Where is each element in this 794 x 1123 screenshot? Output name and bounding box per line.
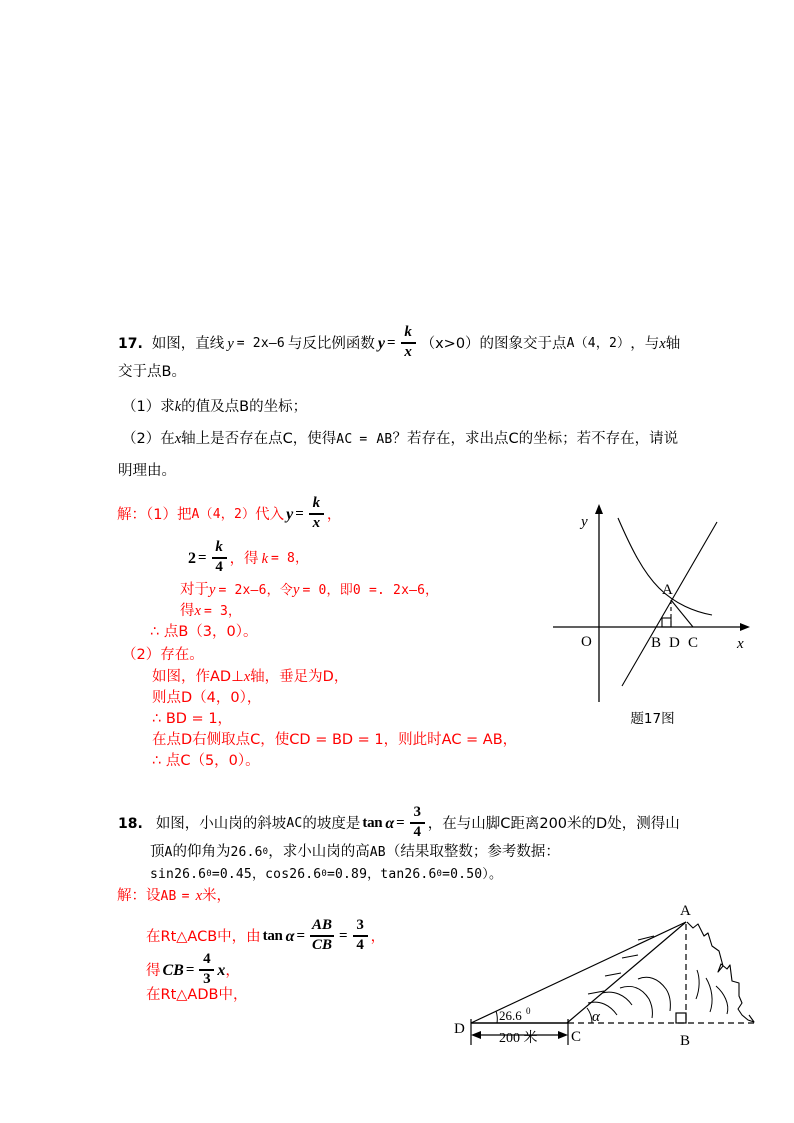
mountain-stroke-l1 xyxy=(638,977,670,1011)
q2-seg-ab: AB xyxy=(376,431,393,447)
q2-mid: 轴上是否存在点C，使得 xyxy=(181,431,337,447)
p18-seg-ab: AB xyxy=(369,844,386,860)
problem18-number: 18. xyxy=(118,815,143,832)
fraction-denominator: 4 xyxy=(215,558,223,575)
p18-fraction-3-over-4 xyxy=(410,805,425,841)
problem17-question-2-cont: 明理由。 xyxy=(118,463,176,479)
fraction-denominator: CB xyxy=(312,936,333,953)
problem18-figure xyxy=(442,893,782,1058)
p18-point-A: A xyxy=(164,844,173,860)
right-angle-mark xyxy=(662,618,671,627)
p18-sol-l2-a: 在Rt△ACB中，由 xyxy=(146,928,261,945)
problem17-var-y: y xyxy=(227,335,234,352)
sol-l7-a: 如图，作AD⊥ xyxy=(152,669,244,685)
p18-equals: = xyxy=(396,815,405,832)
problem17-point-a: A（4，2） xyxy=(566,336,631,352)
y-axis-arrow xyxy=(595,504,603,514)
p18-slope-ac: AC xyxy=(286,816,303,832)
mountain-stroke-r3 xyxy=(716,986,728,1014)
problem17-solution-line4 xyxy=(180,604,241,619)
p18-l2-b: 的仰角为 xyxy=(172,844,231,860)
q2-post: ？若存在，求出点C的坐标；若不存在，请说 xyxy=(392,431,679,447)
p18-sol-l3-end: ， xyxy=(225,962,240,979)
p18-fraction-ab-over-cb xyxy=(310,918,334,954)
problem17-stem-text-e: 轴 xyxy=(665,335,681,352)
problem17-solution-line9: ∴ BD = 1， xyxy=(152,711,233,727)
fraction-denominator: 4 xyxy=(413,823,421,840)
slope-tick-3 xyxy=(605,973,621,976)
right-angle-mark-b xyxy=(676,1013,686,1023)
p18-sol-fraction-3-over-4 xyxy=(353,918,368,954)
problem17-solution-line8: 则点D（4，0）， xyxy=(152,690,262,706)
p18-tan-degree: 0 xyxy=(436,869,443,879)
sol-fn-equals: = xyxy=(295,506,304,523)
mountain-stroke-l3 xyxy=(602,992,632,1005)
problem18-stem-line2 xyxy=(150,845,560,860)
problem17-solution-line11: ∴ 点C（5，0）。 xyxy=(152,753,260,769)
sol-l4-a: 得 xyxy=(180,603,195,619)
fraction-denominator: 4 xyxy=(356,936,364,953)
fraction-numerator: k xyxy=(404,324,412,340)
angle-arc-d xyxy=(496,1011,497,1023)
p18-sin-label: sin26.6 xyxy=(150,867,207,882)
sol-l2-end: = 8， xyxy=(271,551,309,567)
sol-l3-b: = 2x—6，令 xyxy=(218,582,293,598)
problem17-figure xyxy=(545,490,760,727)
sol-l3-y: y xyxy=(209,582,216,598)
problem18-solution-line4: 在Rt△ADB中， xyxy=(146,987,248,1003)
q2-seg-ac: AC xyxy=(336,431,353,447)
q2-equals: = xyxy=(359,431,368,447)
p18-tan-fn: tan xyxy=(362,815,383,832)
sol-l3-c: = 0，即0 =. 2x—6， xyxy=(302,582,439,598)
p18-sol-l3-a: 得 xyxy=(146,962,161,979)
p18-l1-a: 如图，小山岗的斜坡 xyxy=(155,815,287,832)
slope-tick-2 xyxy=(622,955,638,958)
problem17-linear-eq: = 2x—6 xyxy=(236,336,285,352)
p18-sol-tan: tan xyxy=(262,928,283,945)
graph-label-D: D xyxy=(669,635,680,651)
sol-l1-point: A（4，2） xyxy=(191,507,256,523)
sol-l2-k: k xyxy=(261,550,268,567)
q1-post: 的值及点B的坐标； xyxy=(181,399,308,415)
p18-sol-equals: = xyxy=(181,888,190,904)
problem17-fn-y: y xyxy=(377,334,386,352)
problem17-question-2 xyxy=(122,432,678,447)
problem18-solution-line3 xyxy=(146,953,240,989)
sol-l3-y2: y xyxy=(293,582,300,598)
p18-l1-c: ，在与山脚C距离200米的D处，测得山 xyxy=(427,815,680,832)
linear-line xyxy=(622,522,717,686)
problem17-stem-text-d: ，与 xyxy=(630,335,660,352)
p18-sol-eq1: = xyxy=(296,928,306,945)
q2-pre: （2）在 xyxy=(122,431,175,447)
problem17-solution-line7 xyxy=(152,670,348,685)
fraction-numerator: k xyxy=(215,539,223,555)
hyperbola-curve xyxy=(618,518,712,615)
hill-angle-degree: 0 xyxy=(526,1006,531,1016)
graph-label-x-axis: x xyxy=(737,636,744,652)
p18-l2-a: 顶 xyxy=(150,844,165,860)
q1-var-k: k xyxy=(174,399,182,415)
problem18-hill-svg xyxy=(442,893,782,1058)
hill-dimension-label: 200 米 xyxy=(499,1031,538,1046)
p18-alpha: α xyxy=(385,814,395,832)
p18-ref-end: =0.50）。 xyxy=(442,867,503,882)
mountain-right-ridge xyxy=(687,922,754,1022)
problem17-solution-line10: 在点D右侧取点C，使CD = BD = 1，则此时AC = AB， xyxy=(152,732,518,748)
hill-label-D: D xyxy=(454,1021,465,1037)
p18-sol-l1-a: 解：设 xyxy=(117,888,161,904)
sol-l2-equals: = xyxy=(198,550,207,567)
p18-sol-cb: CB xyxy=(162,961,184,979)
fraction-numerator: 3 xyxy=(413,804,421,820)
sol-l4-b: = 3， xyxy=(203,603,242,619)
p18-degree-sign: 0 xyxy=(262,846,269,857)
problem17-stem-line1 xyxy=(118,326,680,362)
q2-var-x: x xyxy=(174,431,182,447)
dim-arrow-left xyxy=(471,1031,481,1039)
p18-l2-c: ，求小山岗的高 xyxy=(268,844,370,860)
graph-label-y-axis: y xyxy=(581,514,588,530)
problem17-axis-x: x xyxy=(659,335,666,352)
mountain-stroke-r1 xyxy=(696,970,699,999)
problem17-solution-line6: （2）存在。 xyxy=(122,647,204,663)
problem17-solution-line1 xyxy=(117,497,341,533)
segment-ac xyxy=(671,600,693,627)
fraction-numerator: k xyxy=(312,495,321,511)
p18-tan-label: =0.89，tan26.6 xyxy=(326,867,437,882)
problem17-stem-text-c: （x>0）的图象交于点 xyxy=(420,335,567,352)
sol-l2-lhs: 2 xyxy=(188,549,196,567)
p18-l2-d: （结果取整数；参考数据： xyxy=(385,844,560,860)
problem17-stem-text-a: 如图，直线 xyxy=(151,335,225,352)
problem18-solution-line1 xyxy=(117,889,231,904)
hill-label-C: C xyxy=(571,1029,582,1045)
p18-angle-value: 26.6 xyxy=(230,844,263,860)
fraction-numerator: AB xyxy=(312,917,333,933)
problem17-stem-line2: 交于点B。 xyxy=(118,364,186,380)
q1-pre: （1）求 xyxy=(122,399,175,415)
fraction-denominator: x xyxy=(312,514,321,531)
problem18-solution-line2 xyxy=(146,919,385,955)
p18-sol-l1-b: 米， xyxy=(202,888,232,904)
hill-label-alpha: α xyxy=(592,1009,600,1025)
hill-angle-value: 26.6 xyxy=(499,1008,522,1023)
x-axis-arrow xyxy=(740,623,750,631)
problem18-stem-line3 xyxy=(150,868,502,881)
p18-sol-l3-eq: = xyxy=(185,962,195,979)
graph-label-C: C xyxy=(688,635,699,651)
fraction-numerator: 3 xyxy=(356,917,364,933)
slope-line-ca xyxy=(567,922,686,1023)
sol-l3-a: 对于 xyxy=(180,582,209,598)
sol-l1-mid: 代入 xyxy=(255,506,285,523)
p18-sol-ab: AB xyxy=(160,888,177,904)
p18-cos-degree: 0 xyxy=(321,869,327,879)
sol-fn-y: y xyxy=(286,505,294,523)
p18-l1-b: 的坡度是 xyxy=(302,815,361,832)
mountain-stroke-l2 xyxy=(620,986,652,1018)
p18-sol-eq2: = xyxy=(339,928,348,945)
problem17-solution-line2 xyxy=(188,541,308,577)
hill-label-B: B xyxy=(680,1033,691,1049)
problem17-fn-equals: = xyxy=(387,335,396,352)
fraction-denominator: 3 xyxy=(203,970,211,987)
hill-label-A: A xyxy=(680,903,691,919)
problem17-question-1 xyxy=(122,400,307,415)
sol-l7-b: 轴，垂足为D， xyxy=(250,669,349,685)
problem17-solution-line5: ∴ 点B（3，0）。 xyxy=(150,624,258,640)
mountain-stroke-r2 xyxy=(706,978,712,1012)
sol-l1-end: ， xyxy=(326,506,342,523)
p18-sol-l3-x: x xyxy=(217,961,226,979)
problem17-stem-text-b: 与反比例函数 xyxy=(287,335,375,352)
problem17-figure-caption: 题17图 xyxy=(630,711,675,727)
p18-sin-degree: 0 xyxy=(206,869,212,879)
sol-l1-pre: 解：（1）把 xyxy=(117,506,192,523)
sol-l2-mid: ，得 xyxy=(229,550,259,567)
p18-sol-l2-end: ， xyxy=(370,928,386,945)
problem17-solution-line3 xyxy=(180,583,438,598)
sol-l7-x: x xyxy=(243,669,251,685)
problem17-graph-svg xyxy=(545,490,760,705)
p18-sol-alpha: α xyxy=(285,927,295,945)
p18-fraction-4-over-3 xyxy=(199,952,214,988)
fraction-numerator: 4 xyxy=(203,951,211,967)
sol-l4-x: x xyxy=(194,603,201,619)
p18-sol-var-x: x xyxy=(195,888,203,904)
sol-fraction-k-over-x xyxy=(309,496,324,532)
problem18-stem-line1 xyxy=(118,806,680,842)
problem17-fraction-k-over-x xyxy=(401,325,416,361)
graph-label-O: O xyxy=(581,634,592,650)
graph-label-B: B xyxy=(651,635,662,651)
problem17-number: 17. xyxy=(118,335,143,352)
sol-fraction-k-over-4 xyxy=(212,540,227,576)
p18-cos-label: =0.45，cos26.6 xyxy=(211,867,322,882)
graph-label-A: A xyxy=(662,582,673,598)
fraction-denominator: x xyxy=(404,343,412,360)
dim-arrow-right xyxy=(558,1031,568,1039)
